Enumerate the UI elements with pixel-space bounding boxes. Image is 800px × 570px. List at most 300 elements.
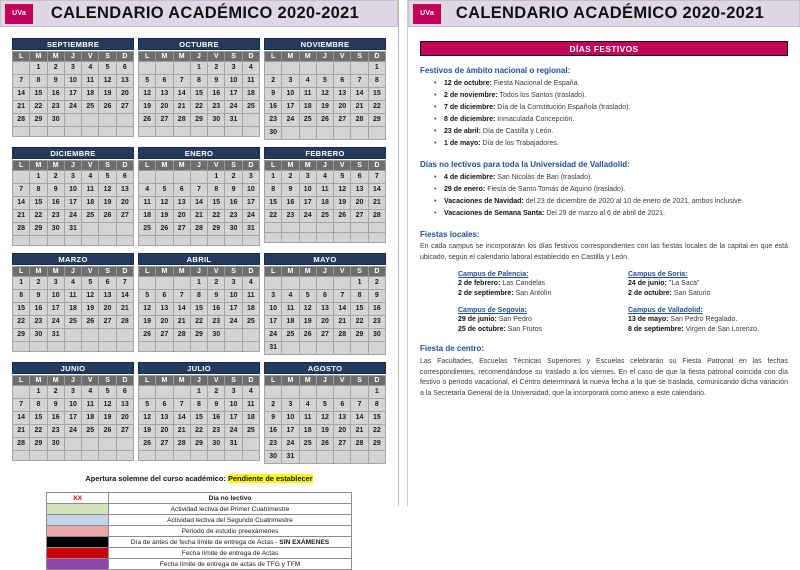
day-cell: 22 bbox=[30, 425, 47, 438]
weekday-header: V bbox=[82, 376, 99, 386]
empty-cell bbox=[30, 342, 47, 352]
campus-holiday-date: 2 de septiembre: bbox=[458, 289, 514, 297]
empty-cell bbox=[316, 386, 333, 399]
apertura-value: Pendiente de establecer bbox=[227, 474, 313, 483]
month-table bbox=[138, 51, 260, 137]
day-cell: 15 bbox=[265, 197, 282, 210]
holiday-item bbox=[434, 208, 788, 220]
day-cell: 24 bbox=[64, 101, 81, 114]
week-row bbox=[139, 386, 260, 399]
week-row bbox=[265, 399, 386, 412]
day-cell: 12 bbox=[316, 88, 333, 101]
day-cell: 31 bbox=[282, 451, 299, 464]
week-row bbox=[265, 342, 386, 355]
week-row bbox=[13, 277, 134, 290]
empty-cell bbox=[208, 236, 225, 246]
day-cell: 18 bbox=[82, 88, 99, 101]
empty-cell bbox=[82, 114, 99, 127]
day-cell: 8 bbox=[368, 75, 385, 88]
empty-cell bbox=[116, 329, 133, 342]
campus-name: Campus de Segovia: bbox=[458, 307, 527, 314]
legend-description bbox=[109, 526, 352, 537]
week-row bbox=[265, 451, 386, 464]
day-cell: 4 bbox=[242, 62, 259, 75]
uva-holidays-heading: Días no lectivos para toda la Universidad de Valladolid: bbox=[420, 160, 630, 169]
day-cell: 9 bbox=[265, 88, 282, 101]
day-cell: 4 bbox=[64, 277, 81, 290]
weekday-header: J bbox=[316, 161, 333, 171]
empty-cell bbox=[64, 114, 81, 127]
day-cell: 18 bbox=[64, 303, 81, 316]
holiday-description: Día de Castilla y León. bbox=[480, 128, 554, 135]
legend-row bbox=[47, 559, 352, 570]
weekday-header: M bbox=[156, 161, 173, 171]
month-block bbox=[136, 362, 262, 464]
day-cell: 13 bbox=[116, 184, 133, 197]
day-cell: 28 bbox=[173, 329, 190, 342]
center-festival-paragraph: Las Facultades, Escuelas Técnicas Superiores y Escuelas celebrarán su Fiesta Patronal en las fechas correspondientes, recomendándose su traslado a los viernes. En el caso de que la fiesta patronal coincida con día festivo o período vacacional, el Centro determinará la nueva fecha a la que se traslada, comunicando dicha variación a la Secretaría General de la Universidad, que la incorporará como anexo a este calendario. bbox=[420, 358, 788, 397]
empty-cell bbox=[99, 329, 116, 342]
campus-holiday-line bbox=[628, 279, 788, 289]
week-row bbox=[13, 236, 134, 246]
day-cell: 19 bbox=[139, 316, 156, 329]
month-table bbox=[138, 160, 260, 246]
month-block bbox=[136, 38, 262, 140]
day-cell: 29 bbox=[190, 114, 207, 127]
empty-cell bbox=[139, 236, 156, 246]
empty-cell bbox=[225, 342, 242, 352]
day-cell: 18 bbox=[82, 412, 99, 425]
weekday-header: V bbox=[208, 376, 225, 386]
month-block bbox=[10, 38, 136, 140]
empty-cell bbox=[139, 386, 156, 399]
day-cell: 23 bbox=[47, 101, 64, 114]
holiday-date: 2 de noviembre: bbox=[444, 92, 498, 99]
day-cell: 14 bbox=[116, 290, 133, 303]
right-page-frame bbox=[407, 0, 800, 506]
legend-description bbox=[109, 537, 352, 548]
day-cell: 27 bbox=[116, 425, 133, 438]
day-cell: 28 bbox=[13, 114, 30, 127]
day-cell: 15 bbox=[190, 88, 207, 101]
weekday-header: M bbox=[282, 376, 299, 386]
day-cell: 15 bbox=[30, 197, 47, 210]
day-cell: 12 bbox=[139, 412, 156, 425]
day-cell: 21 bbox=[173, 425, 190, 438]
day-cell: 25 bbox=[82, 210, 99, 223]
empty-cell bbox=[99, 236, 116, 246]
day-cell: 26 bbox=[316, 114, 333, 127]
empty-cell bbox=[156, 342, 173, 352]
weekday-header: S bbox=[351, 267, 368, 277]
day-cell: 20 bbox=[99, 303, 116, 316]
day-cell: 26 bbox=[99, 101, 116, 114]
campus-block bbox=[628, 307, 788, 334]
day-cell: 2 bbox=[47, 171, 64, 184]
campus-holiday-name: "La Saca" bbox=[666, 280, 700, 287]
day-cell: 22 bbox=[190, 316, 207, 329]
left-header-bar bbox=[0, 0, 398, 27]
month-block bbox=[136, 147, 262, 246]
weekday-header: M bbox=[173, 376, 190, 386]
day-cell: 4 bbox=[139, 184, 156, 197]
day-cell: 21 bbox=[334, 316, 351, 329]
week-row bbox=[13, 210, 134, 223]
day-cell: 8 bbox=[13, 290, 30, 303]
day-cell: 3 bbox=[225, 277, 242, 290]
month-block bbox=[262, 38, 388, 140]
day-cell: 19 bbox=[99, 88, 116, 101]
day-cell: 6 bbox=[99, 277, 116, 290]
day-cell: 12 bbox=[334, 184, 351, 197]
day-cell: 25 bbox=[82, 425, 99, 438]
month-name: OCTUBRE bbox=[138, 38, 260, 50]
day-cell: 5 bbox=[156, 184, 173, 197]
weekday-header: V bbox=[334, 376, 351, 386]
campus-holiday-date: 2 de octubre: bbox=[628, 289, 672, 297]
weekday-header: M bbox=[47, 52, 64, 62]
empty-cell bbox=[265, 233, 282, 243]
campus-holiday-date: 13 de mayo: bbox=[628, 316, 669, 323]
day-cell: 26 bbox=[139, 438, 156, 451]
week-row bbox=[13, 316, 134, 329]
holiday-item bbox=[434, 184, 788, 196]
day-cell: 24 bbox=[282, 114, 299, 127]
legend-description-text: Fecha límite de entrega de actas de TFG y TFM bbox=[159, 560, 301, 568]
day-cell: 1 bbox=[30, 62, 47, 75]
campus-holiday-date: 29 de junio: bbox=[458, 316, 497, 323]
day-cell: 24 bbox=[242, 210, 259, 223]
day-cell: 17 bbox=[265, 316, 282, 329]
week-row bbox=[139, 210, 260, 223]
local-holidays-paragraph: En cada campus se incorporarán los días festivos correspondientes con las fiestas locales de la capital en que está ubicado, según el calendario laboral establecido en Castilla y León. bbox=[420, 243, 788, 261]
national-holidays-heading: Festivos de ámbito nacional o regional: bbox=[420, 66, 571, 75]
empty-cell bbox=[316, 223, 333, 233]
weekday-header: M bbox=[30, 161, 47, 171]
day-cell: 3 bbox=[47, 277, 64, 290]
day-cell: 17 bbox=[64, 88, 81, 101]
month-block bbox=[10, 147, 136, 246]
holiday-item bbox=[434, 102, 788, 114]
weekday-header: D bbox=[116, 52, 133, 62]
day-cell: 10 bbox=[282, 412, 299, 425]
day-cell: 21 bbox=[13, 101, 30, 114]
campus-holiday-name: San Pedro Regalado. bbox=[668, 316, 738, 323]
weekday-header: L bbox=[13, 376, 30, 386]
day-cell: 20 bbox=[116, 197, 133, 210]
day-cell: 13 bbox=[316, 303, 333, 316]
day-cell: 27 bbox=[173, 223, 190, 236]
empty-cell bbox=[30, 127, 47, 137]
weekday-header: D bbox=[368, 52, 385, 62]
day-cell: 17 bbox=[225, 88, 242, 101]
empty-cell bbox=[282, 127, 299, 140]
empty-cell bbox=[82, 438, 99, 451]
month-name: DICIEMBRE bbox=[12, 147, 134, 159]
day-cell: 30 bbox=[47, 114, 64, 127]
day-cell: 3 bbox=[265, 290, 282, 303]
day-cell: 11 bbox=[82, 184, 99, 197]
weekday-header: L bbox=[139, 267, 156, 277]
day-cell: 22 bbox=[265, 210, 282, 223]
day-cell: 12 bbox=[82, 290, 99, 303]
campus-name: Campus de Soria: bbox=[628, 271, 688, 278]
day-cell: 22 bbox=[351, 316, 368, 329]
weekday-header: L bbox=[139, 52, 156, 62]
empty-cell bbox=[242, 127, 259, 137]
month-name: AGOSTO bbox=[264, 362, 386, 374]
week-row bbox=[139, 425, 260, 438]
month-block bbox=[262, 147, 388, 246]
day-cell: 1 bbox=[30, 171, 47, 184]
week-row bbox=[139, 101, 260, 114]
empty-cell bbox=[316, 62, 333, 75]
legend-description-text: Fecha límite de entrega de Actas bbox=[181, 549, 279, 557]
campus-holiday-name: San Frutos bbox=[505, 325, 543, 333]
empty-cell bbox=[173, 386, 190, 399]
day-cell: 14 bbox=[13, 197, 30, 210]
day-cell: 6 bbox=[156, 75, 173, 88]
legend-row bbox=[47, 526, 352, 537]
empty-cell bbox=[173, 127, 190, 137]
day-cell: 16 bbox=[265, 101, 282, 114]
day-cell: 21 bbox=[351, 425, 368, 438]
day-cell: 31 bbox=[242, 223, 259, 236]
day-cell: 17 bbox=[64, 197, 81, 210]
holiday-date: Vacaciones de Navidad: bbox=[444, 198, 524, 205]
page-title-left: CALENDARIO ACADÉMICO 2020-2021 bbox=[50, 4, 360, 22]
week-row bbox=[139, 316, 260, 329]
holiday-date: 23 de abril: bbox=[444, 128, 481, 135]
week-row bbox=[139, 88, 260, 101]
months-grid bbox=[0, 38, 398, 464]
campus-holiday-date: 2 de febrero: bbox=[458, 280, 501, 287]
weekday-header: M bbox=[299, 376, 316, 386]
empty-cell bbox=[334, 451, 351, 464]
day-cell: 10 bbox=[225, 75, 242, 88]
weekday-header: V bbox=[208, 52, 225, 62]
weekday-header: L bbox=[13, 52, 30, 62]
week-row bbox=[13, 171, 134, 184]
legend-description bbox=[109, 515, 352, 526]
day-cell: 9 bbox=[208, 290, 225, 303]
empty-cell bbox=[190, 127, 207, 137]
legend-swatch bbox=[47, 559, 109, 570]
week-row bbox=[265, 329, 386, 342]
day-cell: 31 bbox=[47, 329, 64, 342]
week-row bbox=[13, 412, 134, 425]
day-cell: 22 bbox=[190, 101, 207, 114]
day-cell: 22 bbox=[30, 210, 47, 223]
month-table bbox=[264, 375, 386, 464]
campus-holiday-date: 25 de octubre: bbox=[458, 325, 506, 333]
day-cell: 26 bbox=[99, 425, 116, 438]
month-block bbox=[262, 253, 388, 355]
week-row bbox=[265, 210, 386, 223]
empty-cell bbox=[334, 233, 351, 243]
day-cell: 24 bbox=[225, 101, 242, 114]
weekday-header: V bbox=[82, 52, 99, 62]
empty-cell bbox=[282, 233, 299, 243]
day-cell: 14 bbox=[334, 303, 351, 316]
day-cell: 20 bbox=[156, 425, 173, 438]
day-cell: 6 bbox=[116, 386, 133, 399]
day-cell: 28 bbox=[173, 114, 190, 127]
day-cell: 4 bbox=[82, 62, 99, 75]
day-cell: 12 bbox=[99, 75, 116, 88]
week-row bbox=[139, 184, 260, 197]
campus-holiday-line bbox=[458, 289, 618, 299]
day-cell: 26 bbox=[139, 329, 156, 342]
day-cell: 24 bbox=[225, 316, 242, 329]
holiday-description: Fiesta Nacional de España. bbox=[491, 80, 580, 87]
weekday-header: J bbox=[190, 52, 207, 62]
campus-holiday-name: San Pedro bbox=[496, 316, 532, 323]
day-cell: 25 bbox=[316, 210, 333, 223]
empty-cell bbox=[156, 277, 173, 290]
empty-cell bbox=[13, 171, 30, 184]
weekday-header: M bbox=[299, 52, 316, 62]
day-cell: 24 bbox=[265, 329, 282, 342]
day-cell: 20 bbox=[116, 88, 133, 101]
empty-cell bbox=[225, 236, 242, 246]
holiday-date: 4 de diciembre: bbox=[444, 174, 496, 181]
weekday-header: M bbox=[299, 267, 316, 277]
national-holidays-list bbox=[420, 78, 788, 150]
empty-cell bbox=[173, 277, 190, 290]
day-cell: 13 bbox=[351, 184, 368, 197]
day-cell: 8 bbox=[368, 399, 385, 412]
weekday-header: M bbox=[173, 267, 190, 277]
campus-name: Campus de Palencia: bbox=[458, 271, 529, 278]
month-block bbox=[262, 362, 388, 464]
day-cell: 18 bbox=[242, 303, 259, 316]
empty-cell bbox=[208, 127, 225, 137]
month-name: ABRIL bbox=[138, 253, 260, 265]
empty-cell bbox=[265, 277, 282, 290]
legend-description bbox=[109, 504, 352, 515]
weekday-header: J bbox=[64, 376, 81, 386]
day-cell: 5 bbox=[316, 399, 333, 412]
day-cell: 24 bbox=[64, 425, 81, 438]
day-cell: 17 bbox=[282, 425, 299, 438]
day-cell: 24 bbox=[299, 210, 316, 223]
month-name: MAYO bbox=[264, 253, 386, 265]
day-cell: 14 bbox=[13, 88, 30, 101]
day-cell: 25 bbox=[242, 316, 259, 329]
day-cell: 11 bbox=[316, 184, 333, 197]
weekday-header: L bbox=[265, 161, 282, 171]
week-row bbox=[13, 386, 134, 399]
weekday-header: M bbox=[47, 267, 64, 277]
legend-description bbox=[109, 548, 352, 559]
day-cell: 1 bbox=[265, 171, 282, 184]
weekday-header: S bbox=[351, 161, 368, 171]
empty-cell bbox=[82, 223, 99, 236]
day-cell: 10 bbox=[64, 184, 81, 197]
day-cell: 1 bbox=[190, 386, 207, 399]
empty-cell bbox=[64, 342, 81, 352]
weekday-header: M bbox=[173, 161, 190, 171]
weekday-header: D bbox=[242, 161, 259, 171]
day-cell: 28 bbox=[334, 329, 351, 342]
legend-description-text: Actividad lectiva del Segundo Cuatrimestre bbox=[167, 516, 293, 524]
week-row bbox=[13, 438, 134, 451]
day-cell: 10 bbox=[282, 88, 299, 101]
weekday-header: V bbox=[208, 267, 225, 277]
empty-cell bbox=[334, 386, 351, 399]
day-cell: 7 bbox=[116, 277, 133, 290]
day-cell: 7 bbox=[13, 184, 30, 197]
weekday-header: M bbox=[30, 376, 47, 386]
empty-cell bbox=[190, 171, 207, 184]
weekday-header: J bbox=[316, 376, 333, 386]
empty-cell bbox=[242, 236, 259, 246]
day-cell: 16 bbox=[47, 412, 64, 425]
week-row bbox=[265, 197, 386, 210]
day-cell: 15 bbox=[208, 197, 225, 210]
weekday-header: D bbox=[242, 376, 259, 386]
day-cell: 25 bbox=[82, 101, 99, 114]
day-cell: 8 bbox=[190, 75, 207, 88]
day-cell: 28 bbox=[368, 210, 385, 223]
day-cell: 26 bbox=[99, 210, 116, 223]
empty-cell bbox=[47, 236, 64, 246]
day-cell: 25 bbox=[299, 114, 316, 127]
day-cell: 22 bbox=[30, 101, 47, 114]
empty-cell bbox=[282, 277, 299, 290]
day-cell: 11 bbox=[299, 88, 316, 101]
weekday-header: M bbox=[282, 161, 299, 171]
empty-cell bbox=[156, 236, 173, 246]
weekday-header: S bbox=[225, 267, 242, 277]
empty-cell bbox=[208, 451, 225, 461]
month-table bbox=[12, 160, 134, 246]
empty-cell bbox=[242, 438, 259, 451]
empty-cell bbox=[316, 233, 333, 243]
legend-description bbox=[109, 559, 352, 570]
legend-swatch bbox=[47, 504, 109, 515]
weekday-header: D bbox=[116, 161, 133, 171]
empty-cell bbox=[299, 127, 316, 140]
weekday-header: S bbox=[99, 267, 116, 277]
day-cell: 20 bbox=[173, 210, 190, 223]
day-cell: 30 bbox=[30, 329, 47, 342]
day-cell: 27 bbox=[156, 438, 173, 451]
week-row bbox=[13, 88, 134, 101]
day-cell: 23 bbox=[30, 316, 47, 329]
month-name: FEBRERO bbox=[264, 147, 386, 159]
campus-holiday-name: San Antolín bbox=[513, 289, 552, 297]
day-cell: 18 bbox=[139, 210, 156, 223]
day-cell: 15 bbox=[30, 88, 47, 101]
day-cell: 7 bbox=[190, 184, 207, 197]
week-row bbox=[139, 197, 260, 210]
holiday-item bbox=[434, 90, 788, 102]
day-cell: 31 bbox=[225, 114, 242, 127]
day-cell: 9 bbox=[30, 290, 47, 303]
week-row bbox=[13, 184, 134, 197]
day-cell: 14 bbox=[173, 303, 190, 316]
month-block bbox=[136, 253, 262, 355]
day-cell: 13 bbox=[334, 88, 351, 101]
empty-cell bbox=[242, 114, 259, 127]
day-cell: 25 bbox=[139, 223, 156, 236]
legend-swatch: XX bbox=[47, 493, 109, 504]
day-cell: 19 bbox=[334, 197, 351, 210]
empty-cell bbox=[156, 62, 173, 75]
day-cell: 6 bbox=[156, 399, 173, 412]
